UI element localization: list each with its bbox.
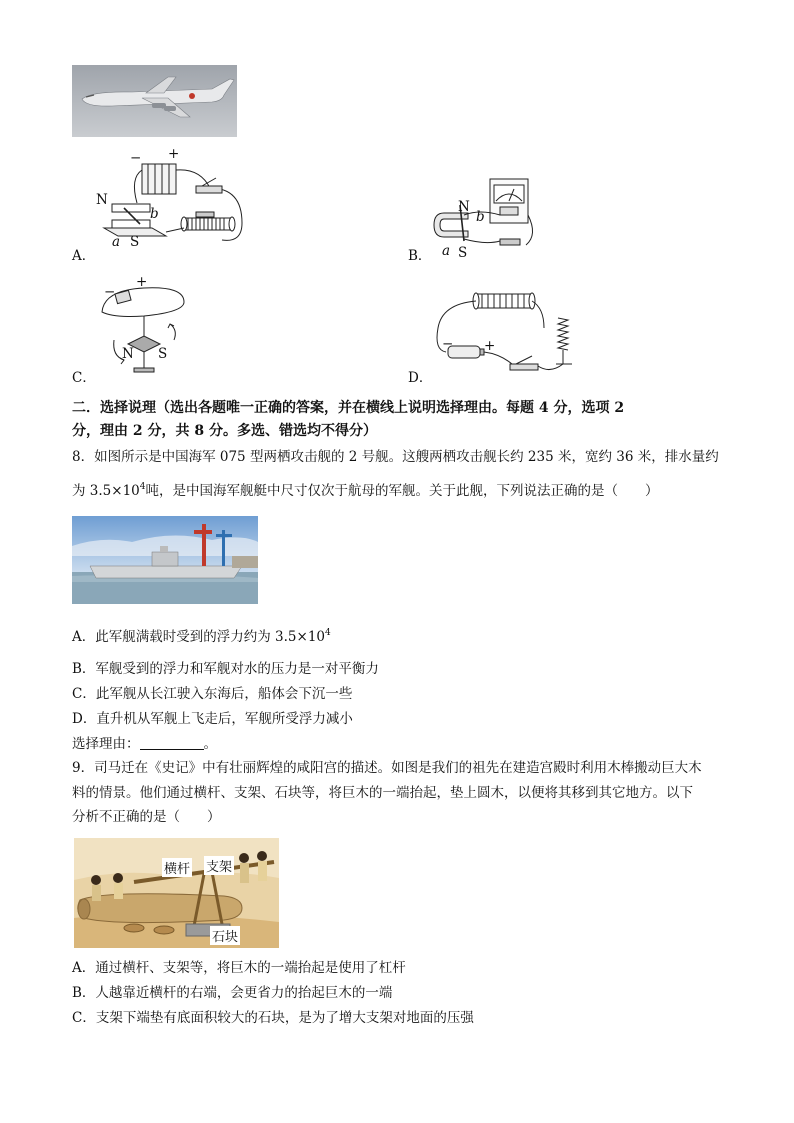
q8-stem-line2-pre: 为 3.5×10 xyxy=(72,483,140,499)
q9-stem-line1: 9．司马迁在《史记》中有壮丽辉煌的咸阳宫的描述。如图是我们的祖先在建造宫殿时利用木棒搬动巨大木 xyxy=(72,760,702,776)
q8-stem-line2-exp: 4 xyxy=(139,482,146,492)
d-plus-label: + xyxy=(484,338,496,354)
b-end-b-label: b xyxy=(476,209,485,225)
q8-stem-line2 xyxy=(72,481,659,501)
a-north-label: N xyxy=(96,192,108,208)
c-minus-label: − xyxy=(104,284,116,300)
q9-option-c: C．支架下端垫有底面积较大的石块，是为了增大支架对地面的压强 xyxy=(72,1010,474,1026)
c-south-label: S xyxy=(158,346,168,362)
a-plus-label: + xyxy=(168,146,180,162)
q8-reason-end: 。 xyxy=(203,736,217,752)
option-c-label: C． xyxy=(72,370,96,386)
d-minus-label: − xyxy=(442,336,454,352)
option-a-label: A． xyxy=(72,248,96,264)
q9-stem-line2: 料的情景。他们通过横杆、支架、石块等，将巨木的一端抬起，垫上圆木，以便将其移到其它地方。以下 xyxy=(72,785,693,801)
section2-heading-line1: 二．选择说理（选出各题唯一正确的答案，并在横线上说明选择理由。每题 4 分，选项 2 xyxy=(72,400,625,416)
q8-stem-line2-post: 吨，是中国海军舰艇中尺寸仅次于航母的军舰。关于此舰，下列说法正确的是（ ） xyxy=(145,483,659,499)
b-north-label: N xyxy=(458,199,470,215)
b-south-label: S xyxy=(458,245,468,261)
img-label-stone: 石块 xyxy=(210,926,240,945)
a-south-label: S xyxy=(130,234,140,250)
a-minus-label: − xyxy=(130,150,142,166)
option-d-diagram xyxy=(432,288,582,378)
b-end-a-label: a xyxy=(442,243,451,259)
c-plus-label: + xyxy=(136,274,148,290)
section2-heading-line2: 分，理由 2 分，共 8 分。多选、错选均不得分） xyxy=(72,423,377,439)
img-label-crossbar: 横杆 xyxy=(162,858,192,877)
q8-option-a-exp: 4 xyxy=(325,628,331,638)
a-end-a-label: a xyxy=(112,234,121,250)
c-north-label: N xyxy=(122,346,134,362)
q9-stem-line3: 分析不正确的是（ ） xyxy=(72,809,221,825)
option-a-diagram xyxy=(92,148,252,263)
a-end-b-label: b xyxy=(150,206,159,222)
q8-option-c: C．此军舰从长江驶入东海后，船体会下沉一些 xyxy=(72,686,353,702)
airplane-photo xyxy=(72,65,237,137)
q8-option-d: D．直升机从军舰上飞走后，军舰所受浮力减小 xyxy=(72,711,353,727)
img-label-support: 支架 xyxy=(204,856,234,875)
option-d-label: D． xyxy=(408,370,433,386)
q9-option-b: B．人越靠近横杆的右端，会更省力的抬起巨木的一端 xyxy=(72,985,393,1001)
q8-stem-line1: 8．如图所示是中国海军 075 型两栖攻击舰的 2 号舰。这艘两栖攻击舰长约 235 米，宽约 36 米，排水量约 xyxy=(72,449,719,465)
q8-reason-blank[interactable] xyxy=(140,735,204,750)
q9-option-a: A．通过横杆、支架等，将巨木的一端抬起是使用了杠杆 xyxy=(72,960,406,976)
q8-reason-label: 选择理由： xyxy=(72,736,140,752)
q8-option-a xyxy=(72,627,331,647)
option-b-label: B． xyxy=(408,248,432,264)
option-b-diagram xyxy=(430,175,570,265)
q8-reason-line xyxy=(72,734,217,754)
q8-option-b: B．军舰受到的浮力和军舰对水的压力是一对平衡力 xyxy=(72,661,379,677)
palace-construction-illustration xyxy=(74,838,279,948)
option-c-diagram xyxy=(94,274,194,378)
q8-option-a-pre: A．此军舰满载时受到的浮力约为 3.5×10 xyxy=(72,629,325,645)
warship-photo xyxy=(72,516,258,604)
